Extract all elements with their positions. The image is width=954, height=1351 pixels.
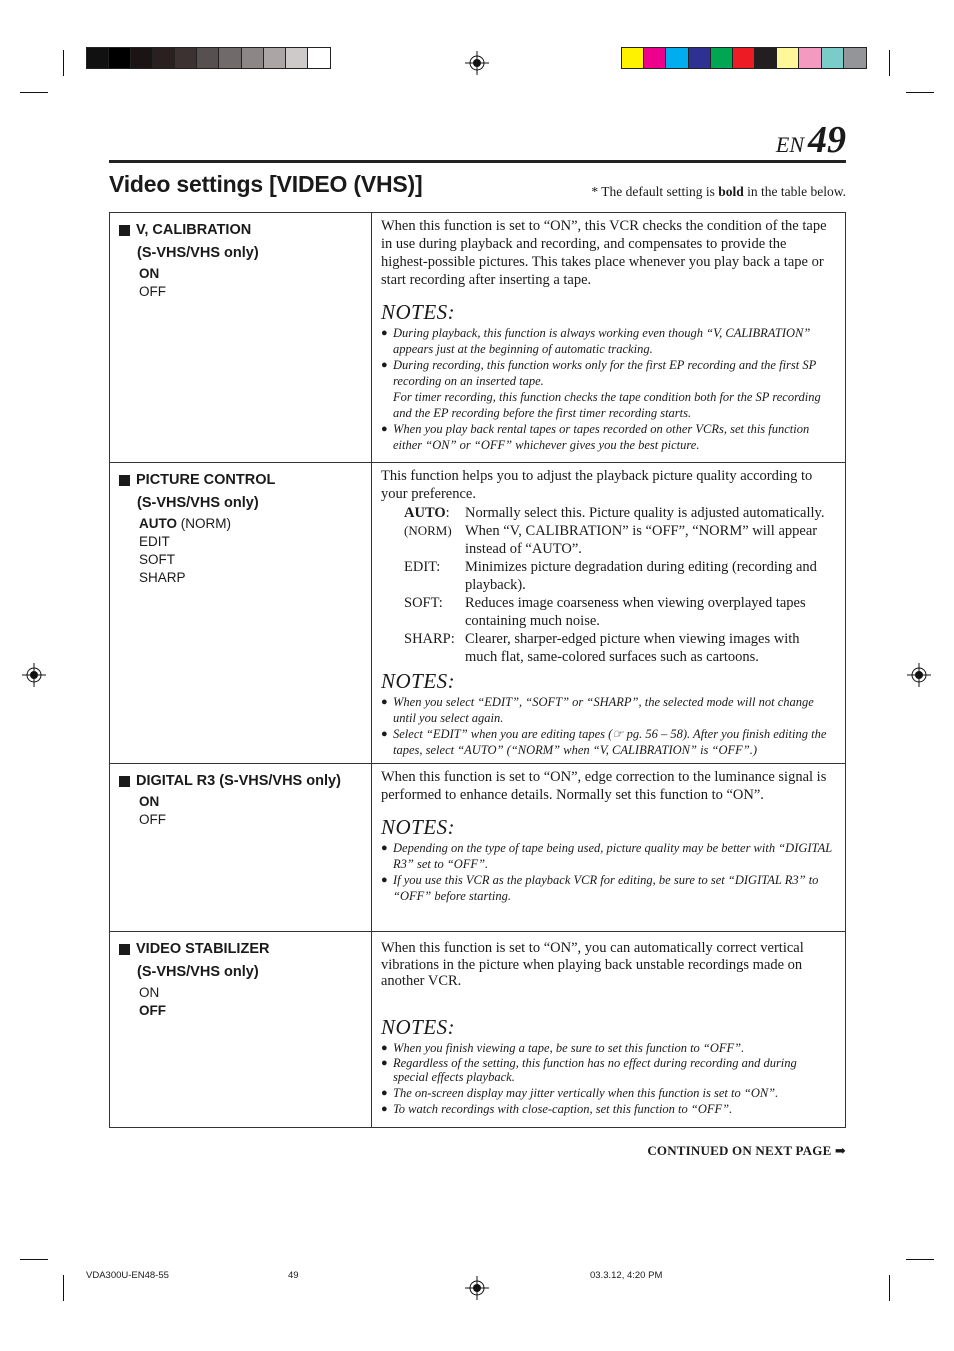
color-swatch [175,48,197,68]
registration-mark-icon [465,51,489,75]
setting-name-cell [110,213,372,462]
registration-mark-icon [465,1276,489,1300]
color-swatch [711,48,733,68]
color-swatch [286,48,308,68]
setting-description: When this function is set to “ON”, you can automatically correct vertical vibrations in the picture when playing back unstable recordings made on another VCR. [381,940,804,989]
square-bullet-icon [119,225,130,236]
bullet-icon: ● [381,1102,388,1115]
bullet-icon: ● [381,728,388,740]
setting-name-cell [110,463,372,763]
page-number-value: 49 [808,119,846,161]
color-swatch [153,48,175,68]
crop-mark [20,92,48,93]
crop-mark [906,92,934,93]
setting-description-cell [372,932,845,1127]
notes-heading: NOTES: [381,300,456,324]
bullet-icon: ● [381,1041,388,1054]
registration-mark-icon [22,663,46,687]
crop-mark [63,1275,64,1301]
option-off: OFF [139,812,166,827]
setting-name: VIDEO STABILIZER [136,941,270,957]
option-soft: SOFT [139,552,175,567]
color-swatch [777,48,799,68]
color-swatch [308,48,330,68]
color-swatch [622,48,644,68]
option-off: OFF [139,1003,166,1018]
crop-mark [20,1259,48,1260]
gray-swatch-bar [86,47,331,69]
setting-subtitle: (S-VHS/VHS only) [137,964,259,980]
note-item: ● When you select “EDIT”, “SOFT” or “SHARP”, the selected mode will not change until you select again. [381,695,814,725]
note-item: ● During playback, this function is always working even though “V, CALIBRATION” appears just at the beginning of automatic tracking. [381,326,811,356]
continued-on-next-page: CONTINUED ON NEXT PAGE ➡ [647,1143,846,1158]
crop-mark [906,1259,934,1260]
setting-description: This function helps you to adjust the playback picture quality according to your preference. [381,468,813,502]
option-on: ON [139,266,160,281]
bullet-icon: ● [381,359,388,371]
note-item: ● Regardless of the setting, this function has no effect during recording and during special effects playback. [381,1055,797,1084]
setting-name-cell [110,764,372,931]
setting-name-cell [110,932,372,1127]
color-swatch [242,48,264,68]
square-bullet-icon [119,776,130,787]
setting-subtitle: (S-VHS/VHS only) [137,245,259,261]
page-title: Video settings [VIDEO (VHS)] [109,171,423,197]
note-item: ● The on-screen display may jitter vertically when this function is set to “ON”. [381,1085,779,1100]
bullet-icon: ● [381,1086,388,1099]
note-item: ● If you use this VCR as the playback VCR for editing, be sure to set “DIGITAL R3” to “OFF” before starting. [381,873,819,903]
setting-row-picture-control [110,463,845,764]
setting-description-cell [372,463,845,763]
setting-name: V, CALIBRATION [136,222,252,238]
bullet-icon: ● [381,327,388,339]
language-label: EN [775,132,804,157]
setting-row-digital-r3 [110,764,845,932]
note-item: ● When you play back rental tapes or tapes recorded on other VCRs, set this function either “ON” or “OFF” whichever gives you the best picture. [381,422,810,452]
color-swatch [755,48,777,68]
setting-row-v-calibration [110,213,845,463]
setting-description-cell [372,213,845,462]
settings-table [109,212,846,1128]
square-bullet-icon [119,944,130,955]
mode-item: SHARP: Clearer, sharper-edged picture when viewing images with much flat, same-colored surfaces such as cartoons. [404,631,800,665]
setting-description: When this function is set to “ON”, edge correction to the luminance signal is performed to enhance details. Normally set this function to “ON”. [381,769,827,803]
square-bullet-icon [119,475,130,486]
color-swatch [844,48,866,68]
bullet-icon: ● [381,696,388,708]
color-swatch [197,48,219,68]
color-swatch [264,48,286,68]
footer-page-number: 49 [288,1270,299,1281]
option-on: ON [139,985,160,1000]
mode-item: AUTO: (NORM) Normally select this. Picture quality is adjusted automatically. When “V, CALIBRATION” is “OFF”, “NORM” will appear instead of “AUTO”. [404,505,825,557]
color-swatch [131,48,153,68]
setting-name: DIGITAL R3 (S-VHS/VHS only) [136,773,341,789]
setting-name: PICTURE CONTROL [136,472,276,488]
mode-item: SOFT: Reduces image coarseness when viewing overplayed tapes containing much noise. [404,595,806,629]
option-on: ON [139,794,160,809]
crop-mark [63,50,64,76]
setting-row-video-stabilizer [110,932,845,1127]
mode-item: EDIT: Minimizes picture degradation during editing (recording and playback). [404,559,817,593]
color-swatch [733,48,755,68]
bullet-icon: ● [381,423,388,435]
notes-heading: NOTES: [381,669,456,693]
note-item: ● To watch recordings with close-caption, set this function to “OFF”. [381,1101,733,1116]
bullet-icon: ● [381,1056,388,1069]
bullet-icon: ● [381,874,388,886]
setting-description: When this function is set to “ON”, this VCR checks the condition of the tape in use during playback and recording, and compensates to provide the highest-possible pictures. This takes place whenever you play back a tape or start recording after inserting a tape. [381,218,827,288]
color-swatch [799,48,821,68]
mode-list [404,504,835,666]
color-swatch-bar [621,47,867,69]
footer-timestamp: 03.3.12, 4:20 PM [590,1270,663,1281]
arrow-right-icon: ➡ [834,1143,846,1158]
note-item: ● During recording, this function works only for the first EP recording and the first SP recording on an inserted tape. For timer recording, this function checks the tape condition both for the SP recording and the EP recording before the first timer recording starts. [381,358,821,420]
setting-subtitle: (S-VHS/VHS only) [137,495,259,511]
crop-mark [889,50,890,76]
option-auto: AUTO (NORM) [139,516,232,531]
registration-mark-icon [907,663,931,687]
crop-mark [889,1275,890,1301]
option-edit: EDIT [139,534,170,549]
default-setting-note: * The default setting is bold in the table below. [591,184,846,199]
color-swatch [689,48,711,68]
color-swatch [822,48,844,68]
page-number [776,118,846,162]
option-off: OFF [139,284,166,299]
page-header [109,120,846,163]
note-item: ● When you finish viewing a tape, be sure to set this function to “OFF”. [381,1040,745,1055]
notes-heading: NOTES: [381,815,456,839]
footer-file-name: VDA300U-EN48-55 [86,1270,169,1281]
color-swatch [109,48,131,68]
color-swatch [666,48,688,68]
note-item: ● Depending on the type of tape being used, picture quality may be better with “DIGITAL R3” set to “OFF”. [381,841,832,871]
note-item: ● Select “EDIT” when you are editing tapes (☞ pg. 56 – 58). After you finish editing the tapes, select “AUTO” (“NORM” when “V, CALIBRATION” is “OFF”.) [381,727,827,757]
color-swatch [219,48,241,68]
color-swatch [87,48,109,68]
bullet-icon: ● [381,842,388,854]
option-sharp: SHARP [139,570,186,585]
notes-heading: NOTES: [381,1014,456,1039]
setting-description-cell [372,764,845,931]
color-swatch [644,48,666,68]
